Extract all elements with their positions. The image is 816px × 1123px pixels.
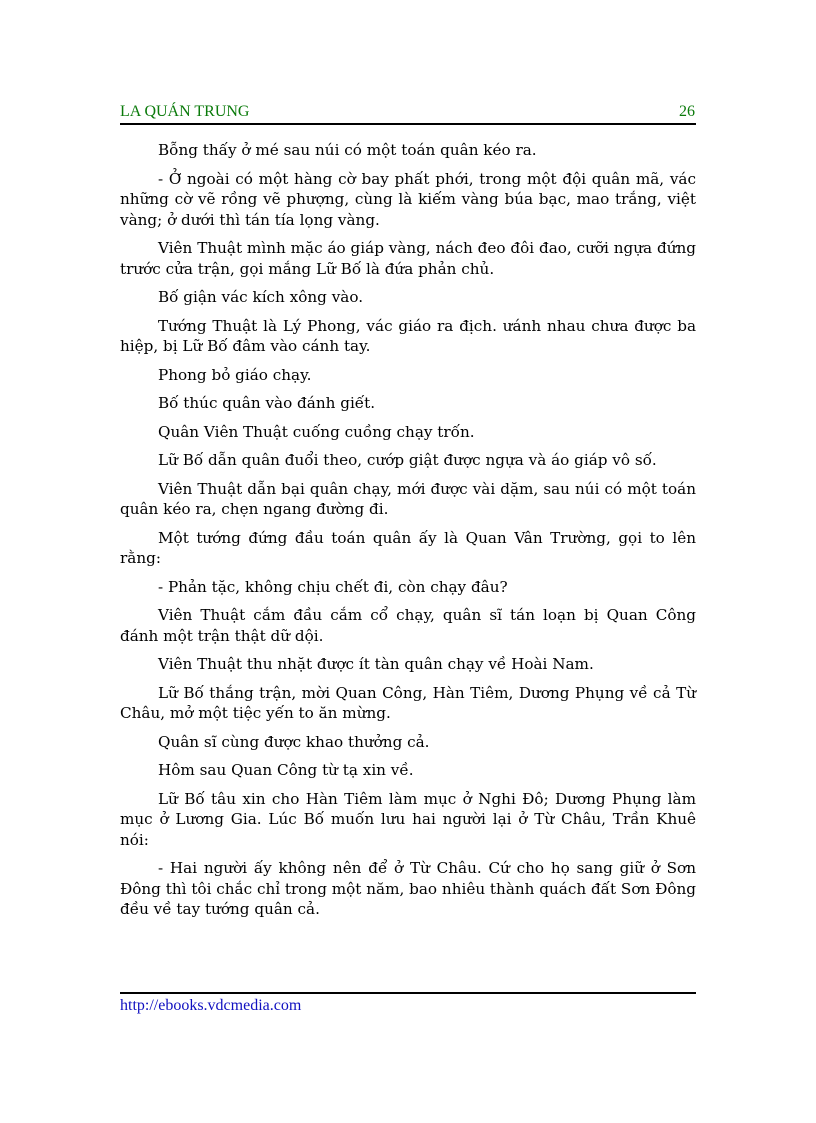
- page-number: 26: [679, 103, 695, 120]
- paragraph: Viên Thuật mình mặc áo giáp vàng, nách đeo đôi đao, cưỡi ngựa đứng trước cửa trận, gọi mắng Lữ Bố là đứa phản chủ.: [120, 239, 696, 278]
- paragraph: Bỗng thấy ở mé sau núi có một toán quân kéo ra.: [158, 141, 537, 159]
- paragraph: Hôm sau Quan Công từ tạ xin về.: [158, 761, 414, 779]
- paragraph: Viên Thuật dẫn bại quân chạy, mới được vài dặm, sau núi có một toán quân kéo ra, chẹn ngang đường đi.: [120, 479, 696, 518]
- header-divider: [120, 123, 696, 125]
- footer-divider: [120, 992, 696, 994]
- paragraph: Tướng Thuật là Lý Phong, vác giáo ra địch. ưánh nhau chưa được ba hiệp, bị Lữ Bố đâm vào cánh tay.: [120, 316, 696, 355]
- paragraph: Quân sĩ cùng được khao thưởng cả.: [158, 732, 430, 751]
- paragraph: - Phản tặc, không chịu chết đi, còn chạy đâu?: [158, 577, 508, 596]
- paragraph: Lữ Bố dẫn quân đuổi theo, cướp giật được ngựa và áo giáp vô số.: [158, 451, 657, 469]
- paragraph: Viên Thuật thu nhặt được ít tàn quân chạy về Hoài Nam.: [158, 655, 594, 673]
- body-text: [120, 140, 696, 928]
- paragraph: Quân Viên Thuật cuống cuồng chạy trốn.: [158, 422, 475, 441]
- paragraph: Lữ Bố thắng trận, mời Quan Công, Hàn Tiêm, Dương Phụng về cả Từ Châu, mở một tiệc yến to ăn mừng.: [120, 683, 696, 722]
- paragraph: Lữ Bố tâu xin cho Hàn Tiêm làm mục ở Nghi Đô; Dương Phụng làm mục ở Lương Gia. Lúc Bố muốn lưu hai người lại ở Từ Châu, Trần Khuê nói:: [120, 789, 696, 849]
- paragraph: Một tướng đứng đầu toán quân ấy là Quan Vân Trường, gọi to lên rằng:: [120, 528, 696, 567]
- footer-url-link[interactable]: http://ebooks.vdcmedia.com: [120, 997, 302, 1014]
- paragraph: Viên Thuật cắm đầu cắm cổ chạy, quân sĩ tán loạn bị Quan Công đánh một trận thật dữ dội.: [120, 606, 696, 645]
- paragraph: Bố thúc quân vào đánh giết.: [158, 394, 376, 412]
- paragraph: Bố giận vác kích xông vào.: [158, 288, 364, 306]
- paragraph: - Hai người ấy không nên để ở Từ Châu. Cứ cho họ sang giữ ở Sơn Đông thì tôi chắc chỉ trong một năm, bao nhiêu thành quách đất Sơn Đông đều về tay tướng quân cả.: [120, 859, 696, 918]
- header-title: LA QUÁN TRUNG: [120, 103, 250, 120]
- paragraph: - Ở ngoài có một hàng cờ bay phất phới, trong một đội quân mã, vác những cờ vẽ rồng vẽ phượng, cùng là kiếm vàng búa bạc, mao trắng, việt vàng; ở dưới thì tán tía lọng vàng.: [120, 169, 696, 229]
- running-header: [120, 103, 696, 123]
- paragraph: Phong bỏ giáo chạy.: [158, 365, 312, 384]
